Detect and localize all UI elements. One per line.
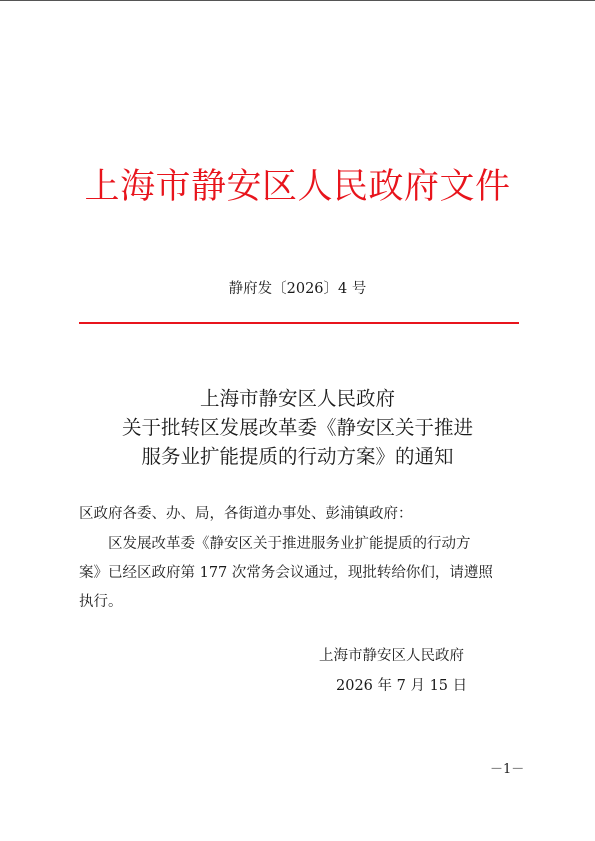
document-number: 静府发〔2026〕4 号 [228, 281, 367, 297]
document-title-line-2: 关于批转区发展改革委《静安区关于推进 [121, 416, 473, 439]
salutation: 区政府各委、办、局，各街道办事处、彭浦镇政府： [79, 506, 413, 522]
body-paragraph [79, 530, 519, 617]
issue-date: 2026 年 7 月 15 日 [336, 678, 468, 694]
body-line-2: 案》已经区政府第 177 次常务会议通过，现批转给你们，请遵照 [79, 565, 493, 581]
body-line-3: 执行。 [79, 594, 123, 610]
body-line-1: 区发展改革委《静安区关于推进服务业扩能提质的行动方 [108, 536, 471, 552]
document-header-title: 上海市静安区人民政府文件 [84, 167, 511, 207]
page-top-border [0, 0, 595, 1]
page-number: －1－ [490, 762, 525, 777]
document-title [0, 384, 595, 471]
document-title-line-3: 服务业扩能提质的行动方案》的通知 [141, 445, 454, 468]
document-title-line-1: 上海市静安区人民政府 [199, 387, 395, 410]
red-divider-line [79, 322, 519, 324]
signature: 上海市静安区人民政府 [319, 648, 464, 664]
